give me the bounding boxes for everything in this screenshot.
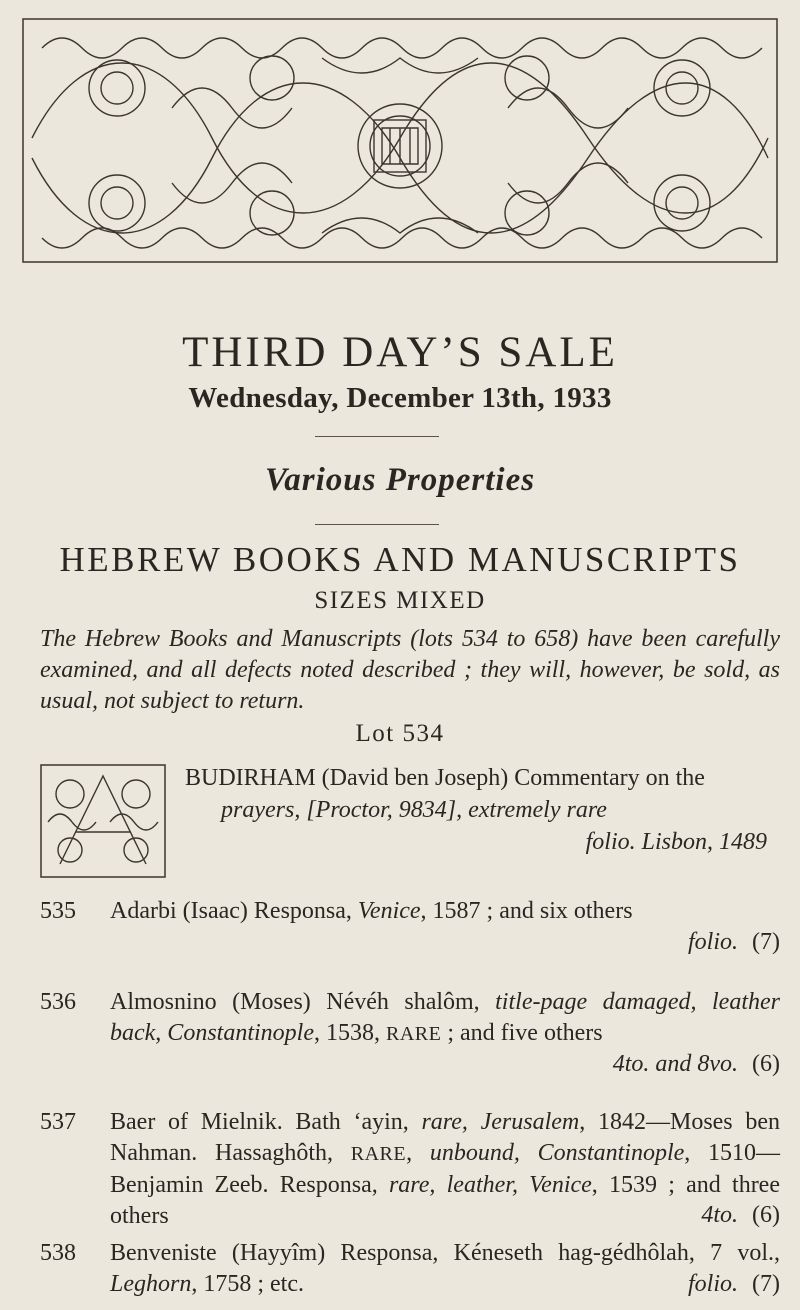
lot-534-line: prayers, [Proctor, 9834], extremely rare [221,797,607,823]
lot-number: 537 [40,1109,76,1135]
lot-534-line: BUDIRHAM (David ben Joseph) Commentary on the [185,765,705,791]
sale-date: Wednesday, December 13th, 1933 [188,382,612,414]
intro-paragraph: The Hebrew Books and Manuscripts (lots 534 to 658) have been carefully examined, and all defects noted described ; they will, however, be sold, as usual, not subject to return. [40,626,780,714]
lot-description: Adarbi (Isaac) Responsa, Venice, 1587 ; and six others [110,898,633,924]
lot-heading: Lot 534 [355,720,445,747]
lot-description: Baer of Mielnik. Bath ‘ayin, rare, Jerusalem, 1842—Moses ben Nahman. Hassaghôth, RARE, unbound, Constantinople, 1510—Benjamin Zeeb. Responsa, rare, leather, Venice, 1539 ; and three others [110,1109,781,1229]
sale-title: THIRD DAY’S SALE [182,329,618,376]
lot-entry [40,1238,780,1302]
lot-534-entry [185,762,775,858]
lot-description: Almosnino (Moses) Névéh shalôm, title-page damaged, leather back, Constantinople, 1538, RARE ; and five others [110,989,780,1046]
lot-format: folio. (7) [688,929,780,955]
ornamental-initial [40,764,166,878]
lot-format: folio. (7) [688,1271,780,1297]
section-subtitle: SIZES MIXED [314,587,486,614]
divider-rule [315,524,439,525]
lot-entry [40,896,780,960]
lot-number: 535 [40,898,76,924]
lot-number: 536 [40,989,76,1015]
lot-number: 538 [40,1240,76,1266]
lot-format: 4to. (6) [701,1202,780,1228]
properties-subtitle: Various Properties [264,462,536,498]
section-title: HEBREW BOOKS AND MANUSCRIPTS [59,540,741,579]
lot-format: 4to. and 8vo. (6) [612,1051,780,1077]
ornamental-banner [22,18,778,263]
lot-entry [40,1107,780,1231]
lot-534-line: folio. Lisbon, 1489 [585,829,767,855]
divider-rule [315,436,439,437]
lot-entry [40,987,780,1082]
lot-description: Benveniste (Hayyîm) Responsa, Kéneseth hag-gédhôlah, 7 vol., Leghorn, 1758 ; etc. [110,1240,780,1297]
